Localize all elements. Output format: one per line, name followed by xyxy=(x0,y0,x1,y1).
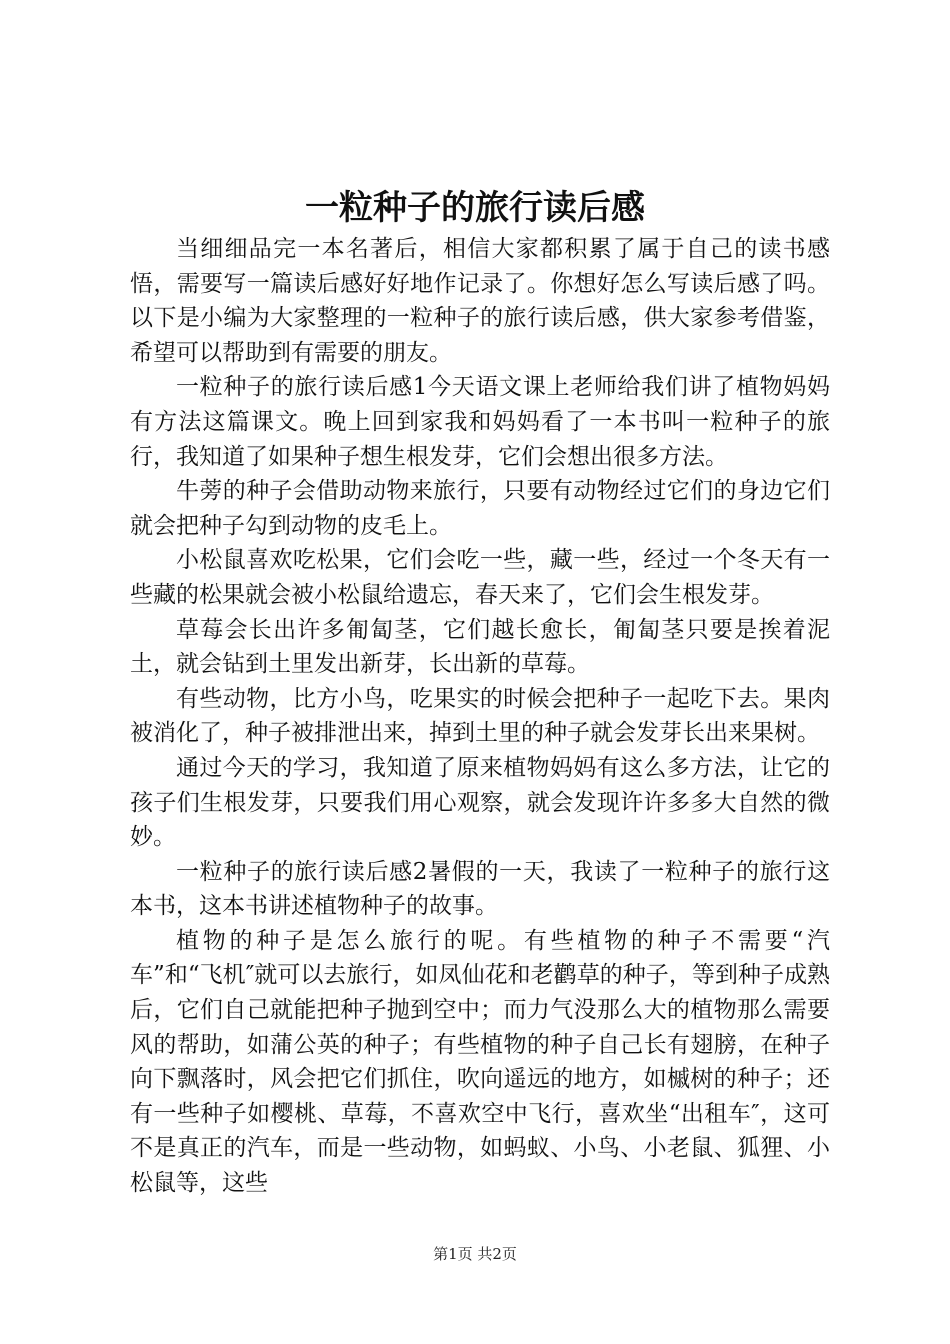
paragraph: 植物的种子是怎么旅行的呢。有些植物的种子不需要“汽车”和“飞机″就可以去旅行，如凤仙花和老鹳草的种子，等到种子成熟后，它们自己就能把种子抛到空中；而力气没那么大的植物那么需要风的帮助，如蒲公英的种子；有些植物的种子自己长有翅膀，在种子向下飘落时，风会把它们抓住，吹向遥远的地方，如槭树的种子；还有一些种子如樱桃、草莓，不喜欢空中飞行，喜欢坐“出租车″，这可不是真正的汽车，而是一些动物，如蚂蚁、小鸟、小老鼠、狐狸、小松鼠等，这些 xyxy=(130,927,830,1197)
paragraph: 小松鼠喜欢吃松果，它们会吃一些，藏一些，经过一个冬天有一些藏的松果就会被小松鼠给遗忘，春天来了，它们会生根发芽。 xyxy=(130,547,830,608)
paragraph: 草莓会长出许多匍匐茎，它们越长愈长，匍匐茎只要是挨着泥土，就会钻到土里发出新芽，长出新的草莓。 xyxy=(130,616,830,678)
paragraph: 通过今天的学习，我知道了原来植物妈妈有这么多方法，让它的孩子们生根发芽，只要我们用心观察，就会发现许许多多大自然的微妙。 xyxy=(130,754,830,851)
paragraph: 一粒种子的旅行读后感1今天语文课上老师给我们讲了植物妈妈有方法这篇课文。晚上回到家我和妈妈看了一本书叫一粒种子的旅行，我知道了如果种子想生根发芽，它们会想出很多方法。 xyxy=(130,374,830,470)
paragraph: 当细细品完一本名著后，相信大家都积累了属于自己的读书感悟，需要写一篇读后感好好地作记录了。你想好怎么写读后感了吗。以下是小编为大家整理的一粒种子的旅行读后感，供大家参考借鉴，希望可以帮助到有需要的朋友。 xyxy=(130,236,830,366)
paragraph: 一粒种子的旅行读后感2暑假的一天，我读了一粒种子的旅行这本书，这本书讲述植物种子的故事。 xyxy=(130,858,830,920)
paragraph: 有些动物，比方小鸟，吃果实的时候会把种子一起吃下去。果肉被消化了，种子被排泄出来，掉到土里的种子就会发芽长出来果树。 xyxy=(130,685,830,747)
paragraph: 牛蒡的种子会借助动物来旅行，只要有动物经过它们的身边它们就会把种子勾到动物的皮毛上。 xyxy=(130,478,830,539)
page-footer: 第1页 共2页 xyxy=(433,1245,517,1263)
document-body xyxy=(130,232,830,1201)
document-title: 一粒种子的旅行读后感 xyxy=(305,188,645,228)
